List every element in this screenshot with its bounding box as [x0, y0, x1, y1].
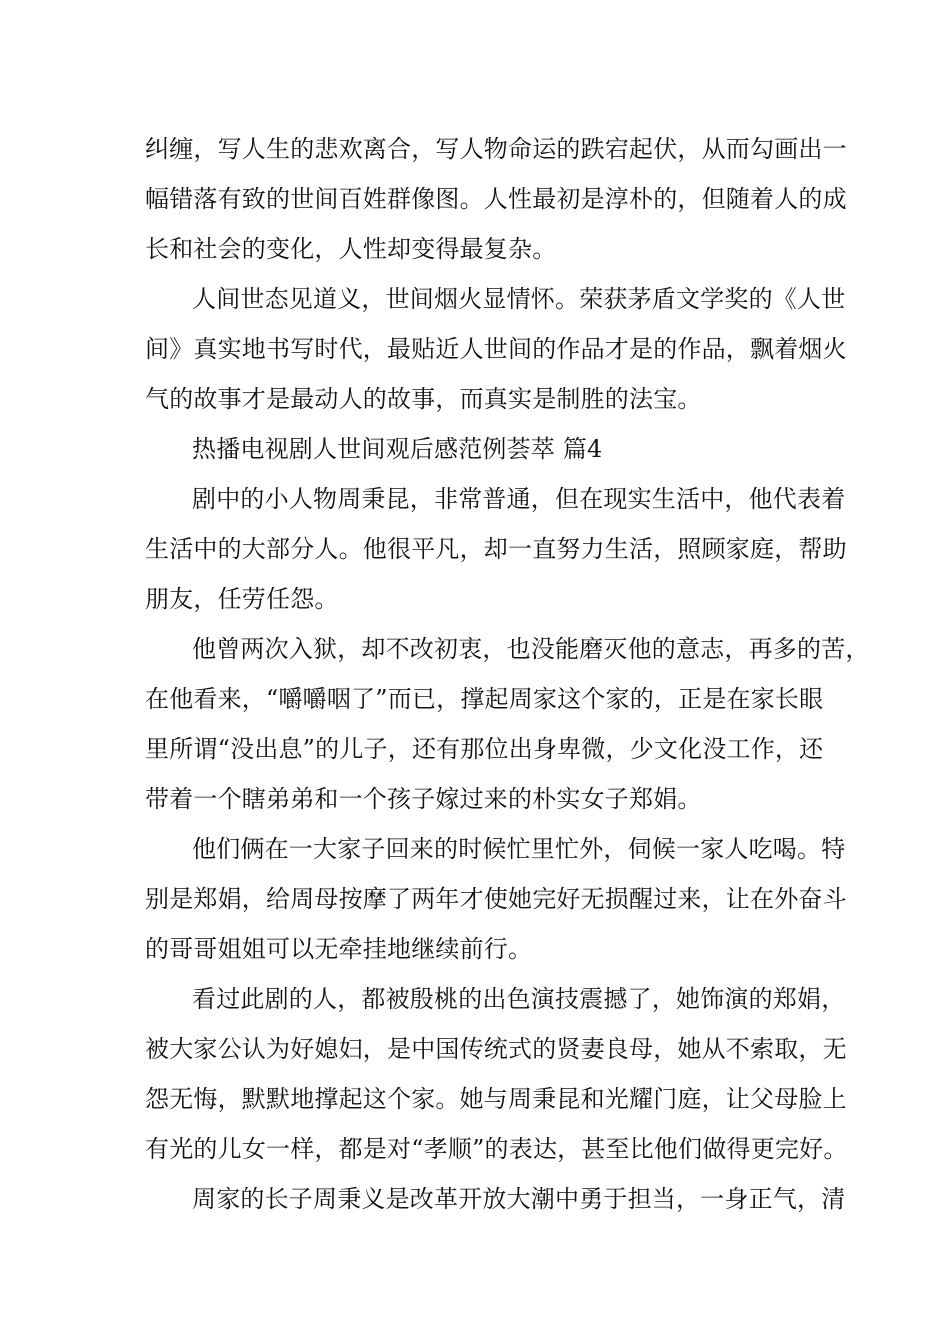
- paragraph-first-line: 人间世态见道义，世间烟火显情怀。荣获茅盾文学奖的《人世: [192, 285, 846, 313]
- paragraph-first-line: 周家的长子周秉义是改革开放大潮中勇于担当，一身正气，清: [192, 1185, 846, 1213]
- text-line: 在他看来，“嚼嚼咽了”而已，撑起周家这个家的，正是在家长眼: [145, 685, 824, 713]
- text-line: 被大家公认为好媳妇，是中国传统式的贤妻良母，她从不索取，无: [145, 1035, 847, 1063]
- section-heading: 热播电视剧人世间观后感范例荟萃 篇4: [192, 435, 603, 463]
- paragraph-first-line: 剧中的小人物周秉昆，非常普通，但在现实生活中，他代表着: [192, 485, 846, 513]
- text-line: 的哥哥姐姐可以无牵挂地继续前行。: [145, 935, 533, 963]
- text-line: 幅错落有致的世间百姓群像图。人性最初是淳朴的，但随着人的成: [145, 185, 847, 213]
- text-line: 气的故事才是最动人的故事，而真实是制胜的法宝。: [145, 385, 702, 413]
- text-line: 纠缠，写人生的悲欢离合，写人物命运的跌宕起伏，从而勾画出一: [145, 135, 847, 163]
- paragraph-first-line: 他曾两次入狱，却不改初衷，也没能磨灭他的意志，再多的苦，: [192, 635, 870, 663]
- text-line: 怨无悔，默默地撑起这个家。她与周秉昆和光耀门庭，让父母脸上: [145, 1085, 847, 1113]
- text-line: 里所谓“没出息”的儿子，还有那位出身卑微，少文化没工作，还: [145, 735, 824, 763]
- paragraph-first-line: 看过此剧的人，都被殷桃的出色演技震撼了，她饰演的郑娟，: [192, 985, 846, 1013]
- text-line: 间》真实地书写时代，最贴近人世间的作品才是的作品，飘着烟火: [145, 335, 847, 363]
- text-line: 有光的儿女一样，都是对“孝顺”的表达，甚至比他们做得更完好。: [145, 1135, 848, 1163]
- text-line: 长和社会的变化，人性却变得最复杂。: [145, 235, 557, 263]
- text-line: 生活中的大部分人。他很平凡，却一直努力生活，照顾家庭，帮助: [145, 535, 847, 563]
- text-line: 别是郑娟，给周母按摩了两年才使她完好无损醒过来，让在外奋斗: [145, 885, 847, 913]
- text-line: 朋友，任劳任怨。: [145, 585, 339, 613]
- text-line: 带着一个瞎弟弟和一个孩子嫁过来的朴实女子郑娟。: [145, 785, 702, 813]
- paragraph-first-line: 他们俩在一大家子回来的时候忙里忙外，伺候一家人吃喝。特: [192, 835, 846, 863]
